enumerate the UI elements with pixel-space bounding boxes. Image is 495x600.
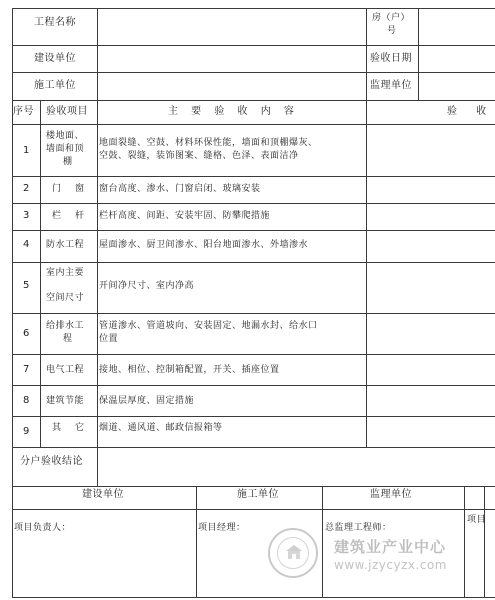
- unit-number-label-line2: 号: [387, 26, 397, 36]
- result-column-header: 验 收: [447, 106, 495, 117]
- row-1-content-line2: 空鼓、裂缝，装饰图案、缝格、色泽、表面洁净: [99, 151, 299, 161]
- row-2-number: 2: [23, 183, 30, 194]
- row-9-content: 烟道、通风道、邮政信报箱等: [99, 423, 223, 433]
- watermark-url: www.jzycyzx.com: [334, 558, 447, 572]
- rule-sign-1: [196, 486, 197, 597]
- row-7-content: 接地、相位、控制箱配置，开关、插座位置: [99, 365, 280, 375]
- rule-row-6: [12, 354, 495, 355]
- row-5-item-line2: 空间尺寸: [46, 293, 85, 303]
- signature-contractor-unit: 施工单位: [237, 489, 279, 500]
- rule-signature-header: [12, 509, 495, 510]
- row-1-number: 1: [23, 145, 30, 156]
- chief-supervisor-label: 总监理工程师：: [325, 523, 392, 533]
- building-icon: [285, 544, 303, 560]
- row-9-number: 9: [23, 426, 30, 437]
- rule-seq: [40, 100, 41, 447]
- row-6-item-line1: 给排水工: [46, 321, 85, 331]
- project-name-label: 工程名称: [34, 17, 76, 28]
- row-4-item: 防水工程: [46, 240, 85, 250]
- supervision-unit-label: 监理单位: [370, 80, 412, 91]
- rule-header-2: [12, 72, 495, 73]
- project-leader-label: 项目负责人：: [14, 523, 72, 533]
- row-9-item: 其 它: [52, 423, 85, 433]
- row-2-item: 门 窗: [52, 184, 85, 194]
- rule-row-3: [12, 230, 495, 231]
- rule-content: [366, 100, 367, 447]
- row-4-number: 4: [23, 239, 30, 250]
- row-6-number: 6: [23, 328, 30, 339]
- row-5-number: 5: [23, 280, 30, 291]
- conclusion-label: 分户验收结论: [20, 456, 83, 467]
- row-1-item-line2: 墙面和顶: [46, 144, 85, 154]
- row-7-number: 7: [23, 364, 30, 375]
- rule-row-2: [12, 203, 495, 204]
- row-3-number: 3: [23, 210, 30, 221]
- watermark: [268, 528, 458, 578]
- row-8-content: 保温层厚度、固定措施: [99, 396, 195, 406]
- item-column-header: 验收项目: [46, 106, 88, 117]
- acceptance-date-label: 验收日期: [370, 53, 412, 64]
- row-1-item-line3: 棚: [63, 157, 73, 167]
- construction-unit-label: 建设单位: [34, 53, 76, 64]
- rule-bottom: [12, 597, 495, 598]
- rule-sign-3: [464, 486, 465, 597]
- rule-header-1: [12, 45, 495, 46]
- content-column-header: 主 要 验 收 内 容: [168, 106, 299, 117]
- rule-left: [12, 8, 13, 597]
- rule-top: [12, 8, 495, 9]
- row-3-content: 栏杆高度、间距、安装牢固、防攀爬措施: [99, 211, 271, 221]
- row-6-content-line2: 位置: [99, 334, 119, 344]
- row-6-item-line2: 程: [63, 334, 73, 344]
- row-5-content: 开间净尺寸、室内净高: [99, 281, 195, 291]
- contractor-unit-label: 施工单位: [34, 80, 76, 91]
- rule-row-5: [12, 313, 495, 314]
- signature-supervision-unit: 监理单位: [370, 489, 412, 500]
- unit-number-label-line1: 房（户）: [372, 13, 411, 23]
- row-5-item-line1: 室内主要: [46, 268, 85, 278]
- rule-row-7: [12, 385, 495, 386]
- watermark-seal-icon: [268, 528, 318, 578]
- rule-conclusion: [12, 486, 495, 487]
- rule-conclusion-label: [97, 447, 98, 486]
- row-3-item: 栏 杆: [52, 211, 85, 221]
- row-1-content-line1: 地面裂缝、空鼓、材料环保性能，墙面和顶棚爆灰、: [99, 138, 318, 148]
- rule-row-4: [12, 262, 495, 263]
- rule-item: [97, 100, 98, 447]
- row-8-item: 建筑节能: [46, 396, 85, 406]
- rule-header-right-value: [418, 8, 419, 100]
- rule-sign-4: [484, 486, 485, 597]
- project-manager-label: 项目经理：: [198, 523, 246, 533]
- cut-off-project-label: 项目: [467, 515, 487, 525]
- row-8-number: 8: [23, 395, 30, 406]
- row-1-item-line1: 楼地面、: [46, 131, 85, 141]
- rule-header-3: [12, 100, 495, 101]
- row-6-content-line1: 管道渗水、管道坡向、安装固定、地漏水封、给水口: [99, 321, 318, 331]
- row-4-content: 屋面渗水、厨卫间渗水、阳台地面渗水、外墙渗水: [99, 240, 309, 250]
- rule-row-1: [12, 176, 495, 177]
- row-7-item: 电气工程: [46, 365, 85, 375]
- rule-row-8: [12, 416, 495, 417]
- rule-header-label: [97, 8, 98, 100]
- rule-row-9: [12, 447, 495, 448]
- signature-construction-unit: 建设单位: [82, 489, 124, 500]
- rule-col-header: [12, 124, 495, 125]
- seq-column-header: 序号: [13, 106, 34, 117]
- rule-header-right-label: [366, 8, 367, 100]
- watermark-name: 建筑业产业中心: [334, 538, 447, 556]
- row-2-content: 窗台高度、渗水、门窗启闭、玻璃安装: [99, 184, 261, 194]
